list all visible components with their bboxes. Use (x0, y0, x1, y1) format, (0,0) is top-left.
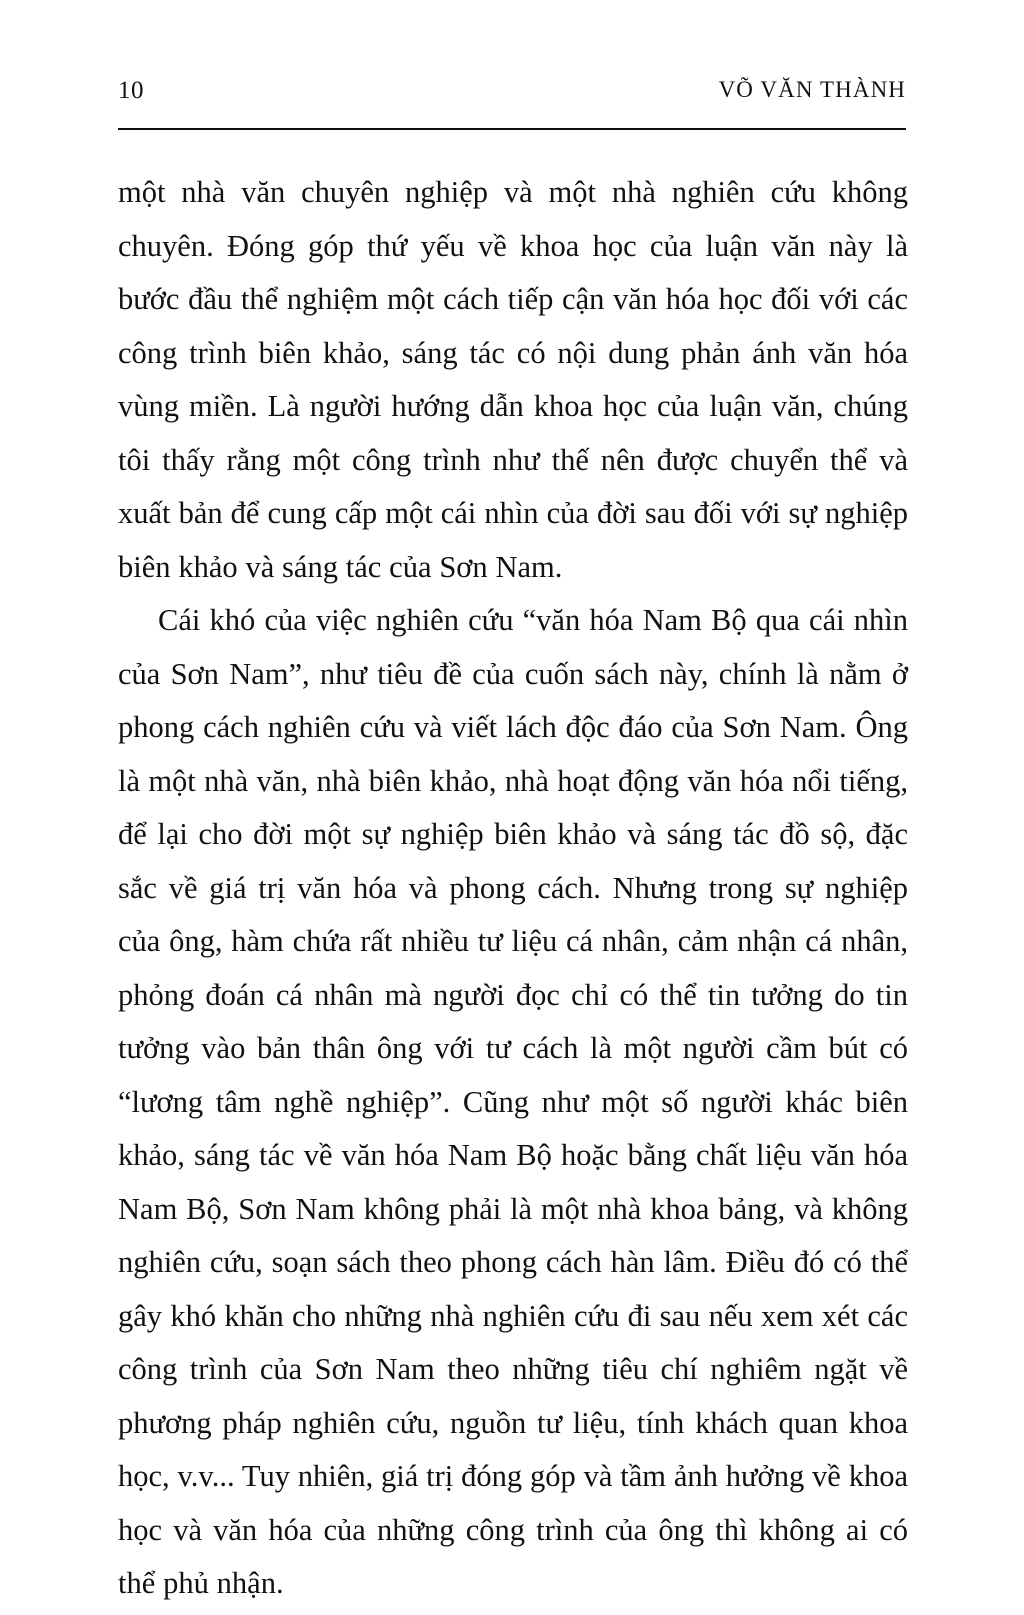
page-header (118, 78, 906, 124)
body-text (118, 166, 908, 1611)
paragraph: một nhà văn chuyên nghiệp và một nhà nghiên cứu không chuyên. Đóng góp thứ yếu về khoa học của luận văn này là bước đầu thể nghiệm một cách tiếp cận văn hóa học đối với các công trình biên khảo, sáng tác có nội dung phản ánh văn hóa vùng miền. Là người hướng dẫn khoa học của luận văn, chúng tôi thấy rằng một công trình như thế nên được chuyển thể và xuất bản để cung cấp một cái nhìn của đời sau đối với sự nghiệp biên khảo và sáng tác của Sơn Nam. (118, 175, 908, 584)
header-divider (118, 128, 906, 130)
page-number: 10 (118, 77, 144, 104)
running-title: VÕ VĂN THÀNH (718, 77, 906, 102)
paragraph: Cái khó của việc nghiên cứu “văn hóa Nam Bộ qua cái nhìn của Sơn Nam”, như tiêu đề của cuốn sách này, chính là nằm ở phong cách nghiên cứu và viết lách độc đáo của Sơn Nam. Ông là một nhà văn, nhà biên khảo, nhà hoạt động văn hóa nổi tiếng, để lại cho đời một sự nghiệp biên khảo và sáng tác đồ sộ, đặc sắc về giá trị văn hóa và phong cách. Nhưng trong sự nghiệp của ông, hàm chứa rất nhiều tư liệu cá nhân, cảm nhận cá nhân, phỏng đoán cá nhân mà người đọc chỉ có thể tin tưởng do tin tưởng vào bản thân ông với tư cách là một người cầm bút có “lương tâm nghề nghiệp”. Cũng như một số người khác biên khảo, sáng tác về văn hóa Nam Bộ hoặc bằng chất liệu văn hóa Nam Bộ, Sơn Nam không phải là một nhà khoa bảng, và không nghiên cứu, soạn sách theo phong cách hàn lâm. Điều đó có thể gây khó khăn cho những nhà nghiên cứu đi sau nếu xem xét các công trình của Sơn Nam theo những tiêu chí nghiêm ngặt về phương pháp nghiên cứu, nguồn tư liệu, tính khách quan khoa học, v.v... Tuy nhiên, giá trị đóng góp và tầm ảnh hưởng về khoa học và văn hóa của những công trình của ông thì không ai có thể phủ nhận. (118, 603, 908, 1600)
